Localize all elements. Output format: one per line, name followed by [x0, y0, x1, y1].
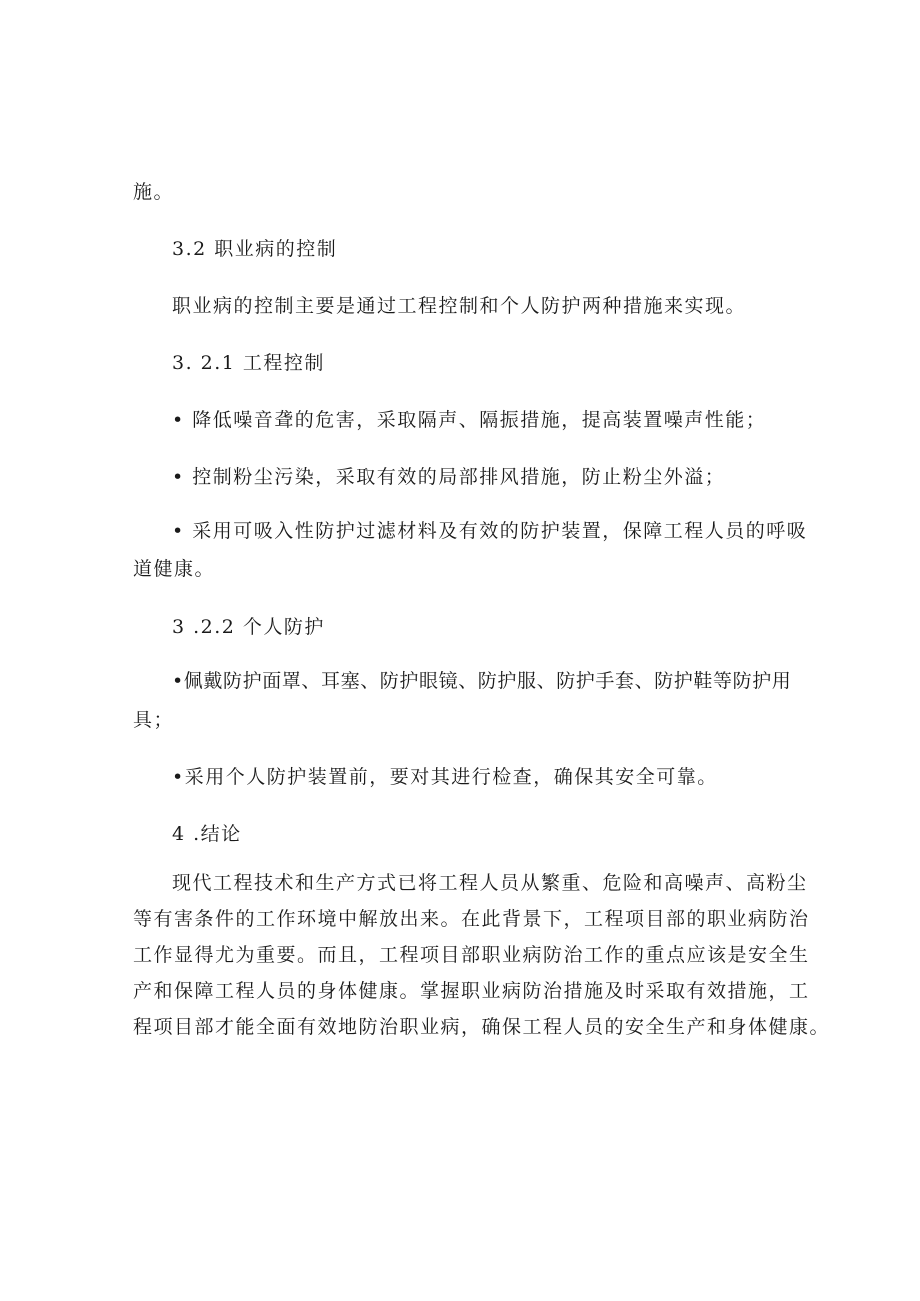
list-item: •佩戴防护面罩、耳塞、防护眼镜、防护服、防护手套、防护鞋等防护用: [172, 670, 792, 692]
list-item: • 采用可吸入性防护过滤材料及有效的防护装置，保障工程人员的呼吸: [172, 520, 808, 542]
list-item-continuation: 具；: [133, 709, 175, 731]
section-3-2-2-heading: 3 .2.2 个人防护: [172, 616, 325, 638]
paragraph-line: 现代工程技术和生产方式已将工程人员从繁重、危险和高噪声、高粉尘: [172, 872, 808, 894]
paragraph-line: 等有害条件的工作环境中解放出来。在此背景下，工程项目部的职业病防治: [133, 908, 810, 930]
continuation-text: 施。: [133, 181, 175, 203]
list-item-continuation: 道健康。: [133, 558, 216, 580]
conclusion-paragraph: [133, 869, 831, 1049]
section-3-2-intro: 职业病的控制主要是通过工程控制和个人防护两种措施来实现。: [172, 295, 747, 317]
section-4-heading: 4 .结论: [172, 823, 242, 845]
paragraph-line: 产和保障工程人员的身体健康。掌握职业病防治措施及时采取有效措施，工: [133, 980, 810, 1002]
list-item: • 降低噪音聋的危害，采取隔声、隔振措施，提高装置噪声性能；: [172, 409, 767, 431]
paragraph-line: 程项目部才能全面有效地防治职业病，确保工程人员的安全生产和身体健康。: [133, 1016, 831, 1038]
paragraph-line: 工作显得尤为重要。而且，工程项目部职业病防治工作的重点应该是安全生: [133, 944, 810, 966]
list-item: • 控制粉尘污染，采取有效的局部排风措施，防止粉尘外溢；: [172, 466, 726, 488]
section-3-2-heading: 3.2 职业病的控制: [172, 238, 338, 260]
list-item: •采用个人防护装置前，要对其进行检查，确保其安全可靠。: [172, 766, 718, 788]
section-3-2-1-heading: 3. 2.1 工程控制: [172, 352, 325, 374]
